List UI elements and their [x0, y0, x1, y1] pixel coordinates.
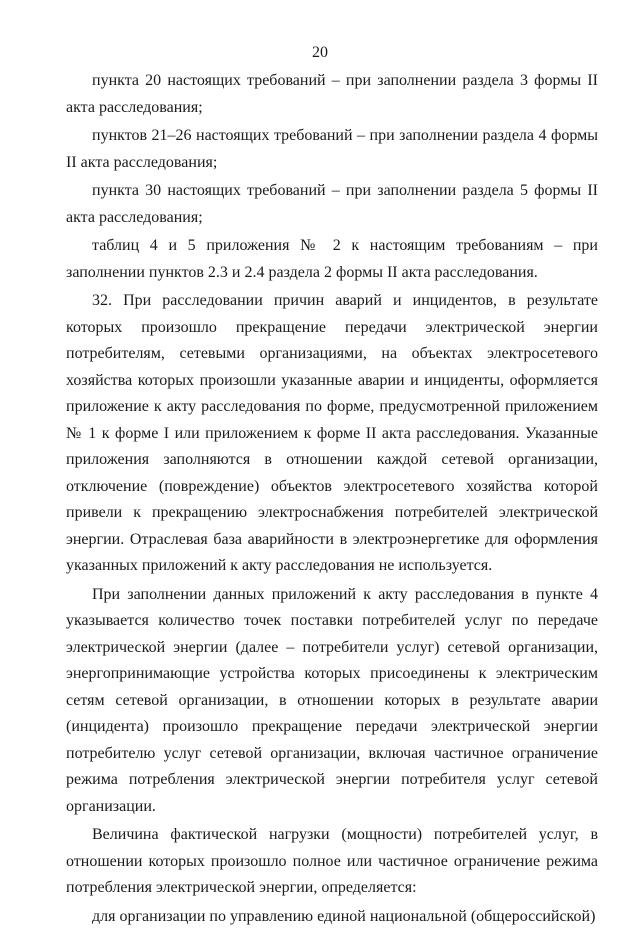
paragraph-tables-4-5: таблиц 4 и 5 приложения № 2 к настоящим требованиям – при заполнении пунктов 2.3 и 2.4 раздела 2 формы II акта расследования. [66, 233, 598, 286]
paragraph-items-clauses-21-26: пунктов 21–26 настоящих требований – при заполнении раздела 4 формы II акта расследования; [66, 123, 598, 176]
paragraph-item-clause-20: пункта 20 настоящих требований – при заполнении раздела 3 формы II акта расследования; [66, 68, 598, 121]
paragraph-actual-load: Величина фактической нагрузки (мощности) потребителей услуг, в отношении которых произошло полное или частичное ограничение режима потребления электрической энергии, определяется: [66, 822, 598, 902]
document-body [66, 68, 598, 930]
paragraph-unified-national-organization: для организации по управлению единой национальной (общероссийской) [66, 904, 598, 930]
paragraph-section-32: 32. При расследовании причин аварий и инцидентов, в результате которых произошло прекращение передачи электрической энергии потребителям, сетевыми организациями, на объектах электросетевого хозяйства которых произошли указанные аварии и инциденты, оформляется приложение к акту расследования по форме, предусмотренной приложением № 1 к форме I или приложением к форме II акта расследования. Указанные приложения заполняются в отношении каждой сетевой организации, отключение (повреждение) объектов электросетевого хозяйства которой привели к прекращению электроснабжения потребителей электрической энергии. Отраслевая база аварийности в электроэнергетике для оформления указанных приложений к акту расследования не используется. [66, 288, 598, 580]
paragraph-appendix-point-4: При заполнении данных приложений к акту расследования в пункте 4 указывается количество точек поставки потребителей услуг по передаче электрической энергии (далее – потребители услуг) сетевой организации, энергопринимающие устройства которых присоединены к электрическим сетям сетевой организации, в отношении которых в результате аварии (инцидента) произошло прекращение передачи электрической энергии потребителю услуг сетевой организации, включая частичное ограничение режима потребления электрической энергии потребителя услуг сетевой организации. [66, 582, 598, 821]
page-number: 20 [0, 44, 640, 62]
paragraph-item-clause-30: пункта 30 настоящих требований – при заполнении раздела 5 формы II акта расследования; [66, 178, 598, 231]
